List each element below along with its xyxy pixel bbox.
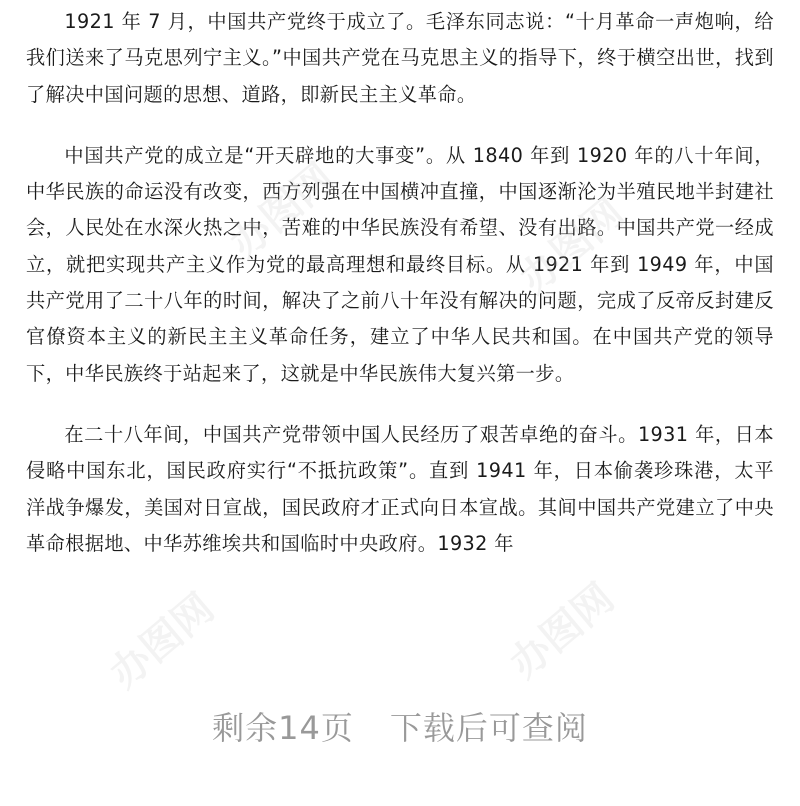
paragraph-3: 在二十八年间，中国共产党带领中国人民经历了艰苦卓绝的奋斗。1931 年，日本侵略中国东北，国民政府实行“不抵抗政策”。直到 1941 年，日本偷袭珍珠港，太平洋战争爆发，美国对日宣战，国民政府才正式向日本宣战。其间中国共产党建立了中央革命根据地、中华苏维埃共和国临时中央政府。1932 年	[26, 422, 774, 555]
remaining-pages-notice[interactable]	[0, 700, 800, 756]
watermark	[96, 578, 225, 699]
paragraph-2: 中国共产党的成立是“开天辟地的大事变”。从 1840 年到 1920 年的八十年间，中华民族的命运没有改变，西方列强在中国横冲直撞，中国逐渐沦为半殖民地半封建社会，人民处在水深火热之中，苦难的中华民族没有希望、没有出路。中国共产党一经成立，就把实现共产主义作为党的最高理想和最终目标。从 1921 年到 1949 年，中国共产党用了二十八年的时间，解决了之前八十年没有解决的问题，完成了反帝反封建反官僚资本主义的新民主主义革命任务，建立了中华人民共和国。在中国共产党的领导下，中华民族终于站起来了，这就是中华民族伟大复兴第一步。	[26, 143, 774, 385]
download-to-view-label: 下载后可查阅	[389, 709, 588, 747]
watermark-text: 办图网	[501, 574, 623, 688]
watermark-text: 办图网	[221, 154, 343, 268]
paragraph-1: 1921 年 7 月，中国共产党终于成立了。毛泽东同志说：“十月革命一声炮响，给我们送来了马克思列宁主义。”中国共产党在马克思主义的指导下，终于横空出世，找到了解决中国问题的思想、道路，即新民主主义革命。	[26, 10, 774, 106]
remaining-pages-label: 剩余14页	[212, 709, 354, 747]
document-body	[26, 4, 774, 587]
watermark-text: 办图网	[101, 584, 223, 698]
watermark-text: 办图网	[511, 189, 633, 303]
